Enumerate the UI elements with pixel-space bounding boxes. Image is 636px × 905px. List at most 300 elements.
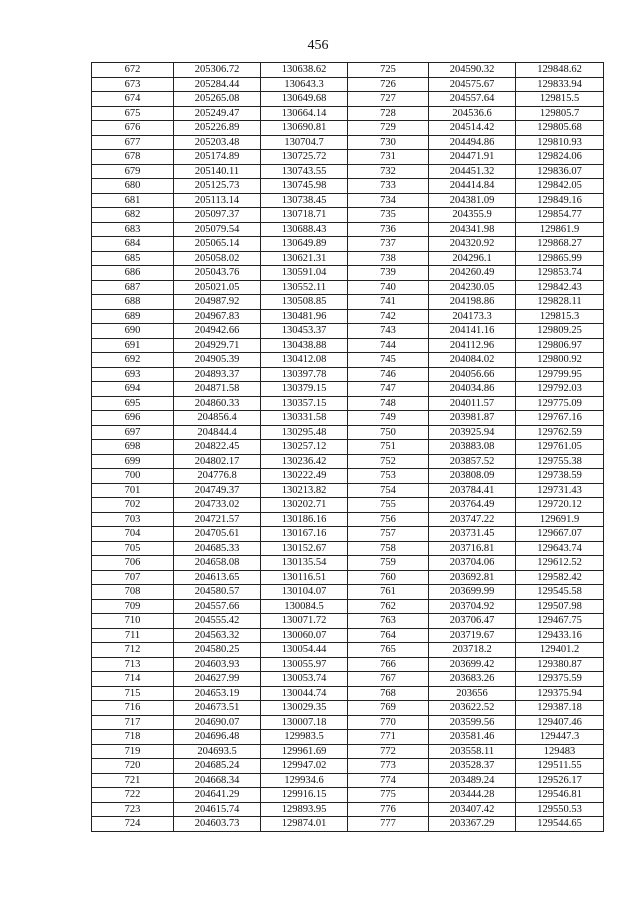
point-number-cell: 761 [348, 585, 429, 600]
x-coordinate-cell: 204893.37 [174, 367, 261, 382]
point-number-cell: 759 [348, 556, 429, 571]
point-number-cell: 708 [92, 585, 174, 600]
point-number-cell: 694 [92, 382, 174, 397]
x-coordinate-cell: 205265.08 [174, 92, 261, 107]
point-number-cell: 741 [348, 295, 429, 310]
y-coordinate-cell: 130438.88 [261, 338, 348, 353]
point-number-cell: 707 [92, 570, 174, 585]
table-row [92, 164, 604, 179]
x-coordinate-cell: 204260.49 [429, 266, 516, 281]
y-coordinate-cell: 129842.05 [516, 179, 604, 194]
table-row [92, 77, 604, 92]
y-coordinate-cell: 129854.77 [516, 208, 604, 223]
y-coordinate-cell: 129861.9 [516, 222, 604, 237]
table-row [92, 63, 604, 78]
point-number-cell: 769 [348, 701, 429, 716]
x-coordinate-cell: 204822.45 [174, 440, 261, 455]
table-row [92, 744, 604, 759]
point-number-cell: 705 [92, 541, 174, 556]
table-row [92, 121, 604, 136]
y-coordinate-cell: 129433.16 [516, 628, 604, 643]
point-number-cell: 733 [348, 179, 429, 194]
x-coordinate-cell: 205226.89 [174, 121, 261, 136]
table-row [92, 759, 604, 774]
table-row [92, 614, 604, 629]
x-coordinate-cell: 203656 [429, 686, 516, 701]
x-coordinate-cell: 203747.22 [429, 512, 516, 527]
x-coordinate-cell: 205203.48 [174, 135, 261, 150]
y-coordinate-cell: 129731.43 [516, 483, 604, 498]
point-number-cell: 688 [92, 295, 174, 310]
point-number-cell: 756 [348, 512, 429, 527]
y-coordinate-cell: 130357.15 [261, 396, 348, 411]
point-number-cell: 691 [92, 338, 174, 353]
y-coordinate-cell: 130084.5 [261, 599, 348, 614]
y-coordinate-cell: 129849.16 [516, 193, 604, 208]
x-coordinate-cell: 203718.2 [429, 643, 516, 658]
x-coordinate-cell: 205058.02 [174, 251, 261, 266]
x-coordinate-cell: 203764.49 [429, 498, 516, 513]
y-coordinate-cell: 130745.98 [261, 179, 348, 194]
x-coordinate-cell: 203704.06 [429, 556, 516, 571]
point-number-cell: 685 [92, 251, 174, 266]
point-number-cell: 682 [92, 208, 174, 223]
point-number-cell: 700 [92, 469, 174, 484]
point-number-cell: 725 [348, 63, 429, 78]
y-coordinate-cell: 129805.68 [516, 121, 604, 136]
y-coordinate-cell: 130552.11 [261, 280, 348, 295]
point-number-cell: 775 [348, 788, 429, 803]
point-number-cell: 746 [348, 367, 429, 382]
table-row [92, 106, 604, 121]
point-number-cell: 736 [348, 222, 429, 237]
y-coordinate-cell: 129792.03 [516, 382, 604, 397]
y-coordinate-cell: 129550.53 [516, 802, 604, 817]
point-number-cell: 677 [92, 135, 174, 150]
y-coordinate-cell: 130007.18 [261, 715, 348, 730]
x-coordinate-cell: 203857.52 [429, 454, 516, 469]
y-coordinate-cell: 129546.81 [516, 788, 604, 803]
coordinates-table-body [92, 63, 604, 832]
x-coordinate-cell: 204871.58 [174, 382, 261, 397]
y-coordinate-cell: 129612.52 [516, 556, 604, 571]
x-coordinate-cell: 203981.87 [429, 411, 516, 426]
table-row [92, 295, 604, 310]
y-coordinate-cell: 129810.93 [516, 135, 604, 150]
y-coordinate-cell: 129833.94 [516, 77, 604, 92]
table-row [92, 657, 604, 672]
x-coordinate-cell: 203925.94 [429, 425, 516, 440]
y-coordinate-cell: 130397.78 [261, 367, 348, 382]
y-coordinate-cell: 129380.87 [516, 657, 604, 672]
x-coordinate-cell: 203528.37 [429, 759, 516, 774]
point-number-cell: 721 [92, 773, 174, 788]
y-coordinate-cell: 130331.58 [261, 411, 348, 426]
y-coordinate-cell: 130379.15 [261, 382, 348, 397]
x-coordinate-cell: 203489.24 [429, 773, 516, 788]
x-coordinate-cell: 204860.33 [174, 396, 261, 411]
y-coordinate-cell: 130135.54 [261, 556, 348, 571]
y-coordinate-cell: 129667.07 [516, 527, 604, 542]
point-number-cell: 731 [348, 150, 429, 165]
y-coordinate-cell: 130481.96 [261, 309, 348, 324]
table-row [92, 135, 604, 150]
point-number-cell: 765 [348, 643, 429, 658]
y-coordinate-cell: 129643.74 [516, 541, 604, 556]
point-number-cell: 693 [92, 367, 174, 382]
y-coordinate-cell: 130508.85 [261, 295, 348, 310]
x-coordinate-cell: 204733.02 [174, 498, 261, 513]
table-row [92, 425, 604, 440]
x-coordinate-cell: 204230.05 [429, 280, 516, 295]
x-coordinate-cell: 204198.86 [429, 295, 516, 310]
y-coordinate-cell: 130649.68 [261, 92, 348, 107]
point-number-cell: 757 [348, 527, 429, 542]
point-number-cell: 681 [92, 193, 174, 208]
table-row [92, 599, 604, 614]
point-number-cell: 739 [348, 266, 429, 281]
point-number-cell: 762 [348, 599, 429, 614]
x-coordinate-cell: 203622.52 [429, 701, 516, 716]
x-coordinate-cell: 204580.25 [174, 643, 261, 658]
y-coordinate-cell: 129983.5 [261, 730, 348, 745]
y-coordinate-cell: 130643.3 [261, 77, 348, 92]
table-row [92, 773, 604, 788]
y-coordinate-cell: 130591.04 [261, 266, 348, 281]
table-row [92, 498, 604, 513]
table-row [92, 237, 604, 252]
table-row [92, 280, 604, 295]
table-row [92, 266, 604, 281]
x-coordinate-cell: 203808.09 [429, 469, 516, 484]
y-coordinate-cell: 129375.94 [516, 686, 604, 701]
x-coordinate-cell: 204776.8 [174, 469, 261, 484]
point-number-cell: 766 [348, 657, 429, 672]
y-coordinate-cell: 129407.46 [516, 715, 604, 730]
page-number: 456 [307, 38, 329, 53]
table-row [92, 788, 604, 803]
y-coordinate-cell: 130054.44 [261, 643, 348, 658]
x-coordinate-cell: 204844.4 [174, 425, 261, 440]
table-row [92, 686, 604, 701]
x-coordinate-cell: 204641.29 [174, 788, 261, 803]
point-number-cell: 748 [348, 396, 429, 411]
point-number-cell: 751 [348, 440, 429, 455]
y-coordinate-cell: 130060.07 [261, 628, 348, 643]
x-coordinate-cell: 203367.29 [429, 817, 516, 832]
table-row [92, 179, 604, 194]
y-coordinate-cell: 129467.75 [516, 614, 604, 629]
point-number-cell: 758 [348, 541, 429, 556]
x-coordinate-cell: 203883.08 [429, 440, 516, 455]
point-number-cell: 713 [92, 657, 174, 672]
x-coordinate-cell: 204668.34 [174, 773, 261, 788]
x-coordinate-cell: 204056.66 [429, 367, 516, 382]
x-coordinate-cell: 205174.89 [174, 150, 261, 165]
table-row [92, 570, 604, 585]
table-row [92, 324, 604, 339]
y-coordinate-cell: 130412.08 [261, 353, 348, 368]
y-coordinate-cell: 129842.43 [516, 280, 604, 295]
y-coordinate-cell: 130044.74 [261, 686, 348, 701]
x-coordinate-cell: 203683.26 [429, 672, 516, 687]
point-number-cell: 773 [348, 759, 429, 774]
point-number-cell: 690 [92, 324, 174, 339]
y-coordinate-cell: 129947.02 [261, 759, 348, 774]
table-row [92, 411, 604, 426]
point-number-cell: 745 [348, 353, 429, 368]
point-number-cell: 718 [92, 730, 174, 745]
table-row [92, 585, 604, 600]
point-number-cell: 755 [348, 498, 429, 513]
x-coordinate-cell: 204905.39 [174, 353, 261, 368]
table-row [92, 454, 604, 469]
x-coordinate-cell: 204673.51 [174, 701, 261, 716]
x-coordinate-cell: 205113.14 [174, 193, 261, 208]
y-coordinate-cell: 129809.25 [516, 324, 604, 339]
y-coordinate-cell: 129868.27 [516, 237, 604, 252]
y-coordinate-cell: 129828.11 [516, 295, 604, 310]
x-coordinate-cell: 204987.92 [174, 295, 261, 310]
y-coordinate-cell: 129805.7 [516, 106, 604, 121]
point-number-cell: 744 [348, 338, 429, 353]
table-row [92, 527, 604, 542]
point-number-cell: 679 [92, 164, 174, 179]
point-number-cell: 760 [348, 570, 429, 585]
table-row [92, 382, 604, 397]
table-row [92, 251, 604, 266]
point-number-cell: 674 [92, 92, 174, 107]
point-number-cell: 723 [92, 802, 174, 817]
x-coordinate-cell: 203407.42 [429, 802, 516, 817]
point-number-cell: 704 [92, 527, 174, 542]
point-number-cell: 687 [92, 280, 174, 295]
table-row [92, 512, 604, 527]
x-coordinate-cell: 204590.32 [429, 63, 516, 78]
point-number-cell: 715 [92, 686, 174, 701]
y-coordinate-cell: 129893.95 [261, 802, 348, 817]
point-number-cell: 747 [348, 382, 429, 397]
y-coordinate-cell: 130638.62 [261, 63, 348, 78]
table-row [92, 92, 604, 107]
table-row [92, 469, 604, 484]
x-coordinate-cell: 204034.86 [429, 382, 516, 397]
x-coordinate-cell: 204653.19 [174, 686, 261, 701]
y-coordinate-cell: 130029.35 [261, 701, 348, 716]
point-number-cell: 732 [348, 164, 429, 179]
y-coordinate-cell: 129738.59 [516, 469, 604, 484]
x-coordinate-cell: 204557.64 [429, 92, 516, 107]
x-coordinate-cell: 204320.92 [429, 237, 516, 252]
point-number-cell: 697 [92, 425, 174, 440]
table-row [92, 193, 604, 208]
table-row [92, 701, 604, 716]
x-coordinate-cell: 204141.16 [429, 324, 516, 339]
point-number-cell: 676 [92, 121, 174, 136]
table-row [92, 222, 604, 237]
x-coordinate-cell: 204355.9 [429, 208, 516, 223]
y-coordinate-cell: 129775.09 [516, 396, 604, 411]
y-coordinate-cell: 129800.92 [516, 353, 604, 368]
point-number-cell: 767 [348, 672, 429, 687]
table-row [92, 556, 604, 571]
y-coordinate-cell: 130152.67 [261, 541, 348, 556]
x-coordinate-cell: 204536.6 [429, 106, 516, 121]
point-number-cell: 717 [92, 715, 174, 730]
y-coordinate-cell: 130738.45 [261, 193, 348, 208]
y-coordinate-cell: 130718.71 [261, 208, 348, 223]
point-number-cell: 754 [348, 483, 429, 498]
point-number-cell: 706 [92, 556, 174, 571]
x-coordinate-cell: 204721.57 [174, 512, 261, 527]
point-number-cell: 749 [348, 411, 429, 426]
x-coordinate-cell: 205249.47 [174, 106, 261, 121]
x-coordinate-cell: 204112.96 [429, 338, 516, 353]
table-row [92, 338, 604, 353]
y-coordinate-cell: 129401.2 [516, 643, 604, 658]
y-coordinate-cell: 130688.43 [261, 222, 348, 237]
x-coordinate-cell: 204613.65 [174, 570, 261, 585]
y-coordinate-cell: 130704.7 [261, 135, 348, 150]
x-coordinate-cell: 203706.47 [429, 614, 516, 629]
point-number-cell: 673 [92, 77, 174, 92]
y-coordinate-cell: 129720.12 [516, 498, 604, 513]
point-number-cell: 722 [92, 788, 174, 803]
table-row [92, 396, 604, 411]
point-number-cell: 703 [92, 512, 174, 527]
point-number-cell: 770 [348, 715, 429, 730]
x-coordinate-cell: 204705.61 [174, 527, 261, 542]
x-coordinate-cell: 203699.99 [429, 585, 516, 600]
y-coordinate-cell: 130453.37 [261, 324, 348, 339]
point-number-cell: 735 [348, 208, 429, 223]
y-coordinate-cell: 129815.5 [516, 92, 604, 107]
point-number-cell: 680 [92, 179, 174, 194]
x-coordinate-cell: 204575.67 [429, 77, 516, 92]
table-row [92, 483, 604, 498]
y-coordinate-cell: 130236.42 [261, 454, 348, 469]
y-coordinate-cell: 129806.97 [516, 338, 604, 353]
x-coordinate-cell: 204693.5 [174, 744, 261, 759]
point-number-cell: 768 [348, 686, 429, 701]
table-row [92, 715, 604, 730]
point-number-cell: 683 [92, 222, 174, 237]
y-coordinate-cell: 130743.55 [261, 164, 348, 179]
point-number-cell: 740 [348, 280, 429, 295]
table-row [92, 730, 604, 745]
x-coordinate-cell: 203558.11 [429, 744, 516, 759]
table-row [92, 802, 604, 817]
point-number-cell: 720 [92, 759, 174, 774]
y-coordinate-cell: 130725.72 [261, 150, 348, 165]
x-coordinate-cell: 203716.81 [429, 541, 516, 556]
x-coordinate-cell: 204690.07 [174, 715, 261, 730]
x-coordinate-cell: 204802.17 [174, 454, 261, 469]
point-number-cell: 709 [92, 599, 174, 614]
point-number-cell: 753 [348, 469, 429, 484]
point-number-cell: 710 [92, 614, 174, 629]
y-coordinate-cell: 129691.9 [516, 512, 604, 527]
y-coordinate-cell: 129526.17 [516, 773, 604, 788]
point-number-cell: 774 [348, 773, 429, 788]
point-number-cell: 684 [92, 237, 174, 252]
y-coordinate-cell: 129874.01 [261, 817, 348, 832]
y-coordinate-cell: 129545.58 [516, 585, 604, 600]
x-coordinate-cell: 204967.83 [174, 309, 261, 324]
y-coordinate-cell: 130053.74 [261, 672, 348, 687]
y-coordinate-cell: 129865.99 [516, 251, 604, 266]
point-number-cell: 750 [348, 425, 429, 440]
x-coordinate-cell: 204341.98 [429, 222, 516, 237]
y-coordinate-cell: 130213.82 [261, 483, 348, 498]
x-coordinate-cell: 205140.11 [174, 164, 261, 179]
x-coordinate-cell: 204603.93 [174, 657, 261, 672]
x-coordinate-cell: 205065.14 [174, 237, 261, 252]
x-coordinate-cell: 205097.37 [174, 208, 261, 223]
y-coordinate-cell: 129848.62 [516, 63, 604, 78]
point-number-cell: 724 [92, 817, 174, 832]
x-coordinate-cell: 204555.42 [174, 614, 261, 629]
y-coordinate-cell: 130071.72 [261, 614, 348, 629]
y-coordinate-cell: 129544.65 [516, 817, 604, 832]
x-coordinate-cell: 204658.08 [174, 556, 261, 571]
y-coordinate-cell: 129815.3 [516, 309, 604, 324]
y-coordinate-cell: 129511.55 [516, 759, 604, 774]
point-number-cell: 719 [92, 744, 174, 759]
point-number-cell: 675 [92, 106, 174, 121]
x-coordinate-cell: 204685.24 [174, 759, 261, 774]
x-coordinate-cell: 204929.71 [174, 338, 261, 353]
y-coordinate-cell: 129483 [516, 744, 604, 759]
x-coordinate-cell: 203784.41 [429, 483, 516, 498]
x-coordinate-cell: 203704.92 [429, 599, 516, 614]
table-row [92, 353, 604, 368]
y-coordinate-cell: 129799.95 [516, 367, 604, 382]
point-number-cell: 689 [92, 309, 174, 324]
point-number-cell: 712 [92, 643, 174, 658]
x-coordinate-cell: 205125.73 [174, 179, 261, 194]
point-number-cell: 776 [348, 802, 429, 817]
point-number-cell: 698 [92, 440, 174, 455]
point-number-cell: 714 [92, 672, 174, 687]
point-number-cell: 742 [348, 309, 429, 324]
x-coordinate-cell: 204942.66 [174, 324, 261, 339]
table-row [92, 643, 604, 658]
point-number-cell: 699 [92, 454, 174, 469]
x-coordinate-cell: 205043.76 [174, 266, 261, 281]
x-coordinate-cell: 204296.1 [429, 251, 516, 266]
point-number-cell: 726 [348, 77, 429, 92]
x-coordinate-cell: 204615.74 [174, 802, 261, 817]
point-number-cell: 672 [92, 63, 174, 78]
point-number-cell: 678 [92, 150, 174, 165]
table-row [92, 541, 604, 556]
x-coordinate-cell: 204557.66 [174, 599, 261, 614]
x-coordinate-cell: 204580.57 [174, 585, 261, 600]
x-coordinate-cell: 204685.33 [174, 541, 261, 556]
x-coordinate-cell: 205284.44 [174, 77, 261, 92]
point-number-cell: 702 [92, 498, 174, 513]
y-coordinate-cell: 129836.07 [516, 164, 604, 179]
point-number-cell: 695 [92, 396, 174, 411]
y-coordinate-cell: 130104.07 [261, 585, 348, 600]
point-number-cell: 696 [92, 411, 174, 426]
x-coordinate-cell: 205306.72 [174, 63, 261, 78]
y-coordinate-cell: 129507.98 [516, 599, 604, 614]
x-coordinate-cell: 204173.3 [429, 309, 516, 324]
x-coordinate-cell: 204451.32 [429, 164, 516, 179]
y-coordinate-cell: 129934.6 [261, 773, 348, 788]
